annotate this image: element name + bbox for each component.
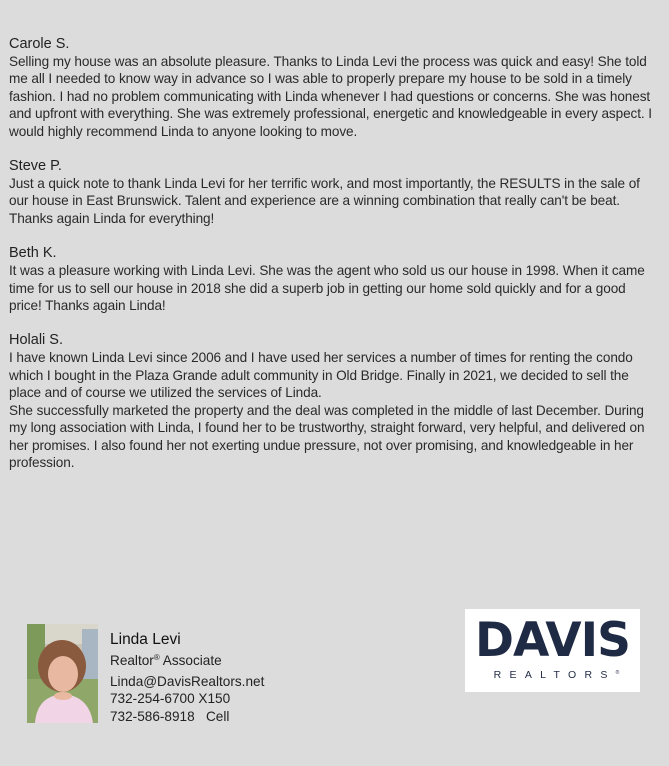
testimonials-section xyxy=(9,35,661,488)
davis-realtors-logo xyxy=(465,609,640,692)
agent-photo xyxy=(27,624,98,723)
testimonial-author: Carole S. xyxy=(9,36,70,52)
testimonial-author: Beth K. xyxy=(9,245,57,262)
agent-role-suffix: Associate xyxy=(159,653,222,668)
agent-email-link[interactable]: Linda@DavisRealtors.net xyxy=(110,673,265,689)
logo-brand: DAVIS xyxy=(475,613,630,668)
testimonial-beth xyxy=(9,244,661,314)
testimonial-author: Holali S. xyxy=(9,332,63,349)
agent-portrait-icon xyxy=(27,624,98,723)
testimonial-text-continued: She successfully marketed the property and the deal was completed in the middle of last December. During my long association with Linda, I found her to be trustworthy, straight forward, very helpful, and delivered on her promises. I also found her not exerting undue pressure, not over promising, and knowledgeable in her profession. xyxy=(9,402,645,470)
logo-tagline-text: REALTORS xyxy=(493,669,616,681)
agent-office-phone: 732-254-6700 X150 xyxy=(110,691,231,706)
agent-contact xyxy=(110,630,370,725)
testimonial-text: Just a quick note to thank Linda Levi for her terrific work, and most importantly, the RESULTS in the sale of our house in East Brunswick. Talent and experience are a winning combination that really can't be beat. Thanks again Linda for everything! xyxy=(9,176,640,226)
agent-cell-phone: 732-586-8918 Cell xyxy=(110,708,230,724)
testimonial-steve xyxy=(9,157,661,227)
registered-mark: ® xyxy=(153,653,160,662)
testimonial-holali xyxy=(9,331,661,471)
testimonial-text: I have known Linda Levi since 2006 and I have used her services a number of times for renting the condo which I bought in the Plaza Grande adult community in Old Bridge. Finally in 2021, we decided to sell the place and of course we utilized the services of Linda. xyxy=(9,350,633,401)
testimonial-text: It was a pleasure working with Linda Levi. She was the agent who sold us our house in 1998. When it came time for us to sell our house in 2018 she did a superb job in getting our home sold quickly and for a good price! Thanks again Linda! xyxy=(9,263,645,314)
testimonial-author: Steve P. xyxy=(9,158,62,175)
agent-name: Linda Levi xyxy=(110,631,181,648)
agent-role xyxy=(110,649,370,670)
testimonial-carole xyxy=(9,35,661,140)
logo-registered-mark: ® xyxy=(615,670,620,676)
logo-tagline xyxy=(465,667,640,681)
agent-role-title: Realtor xyxy=(110,653,154,668)
testimonial-text: Selling my house was an absolute pleasure. Thanks to Linda Levi the process was quick and easy! She told me all I needed to know way in advance so I was able to properly prepare my house to be sold in a timely fashion. I had no problem communicating with Linda whenever I had questions or concerns. She was honest and upfront with everything. She was extremely professional, energetic and knowledgeable in every aspect. I would highly recommend Linda to anyone looking to move. xyxy=(9,54,652,139)
